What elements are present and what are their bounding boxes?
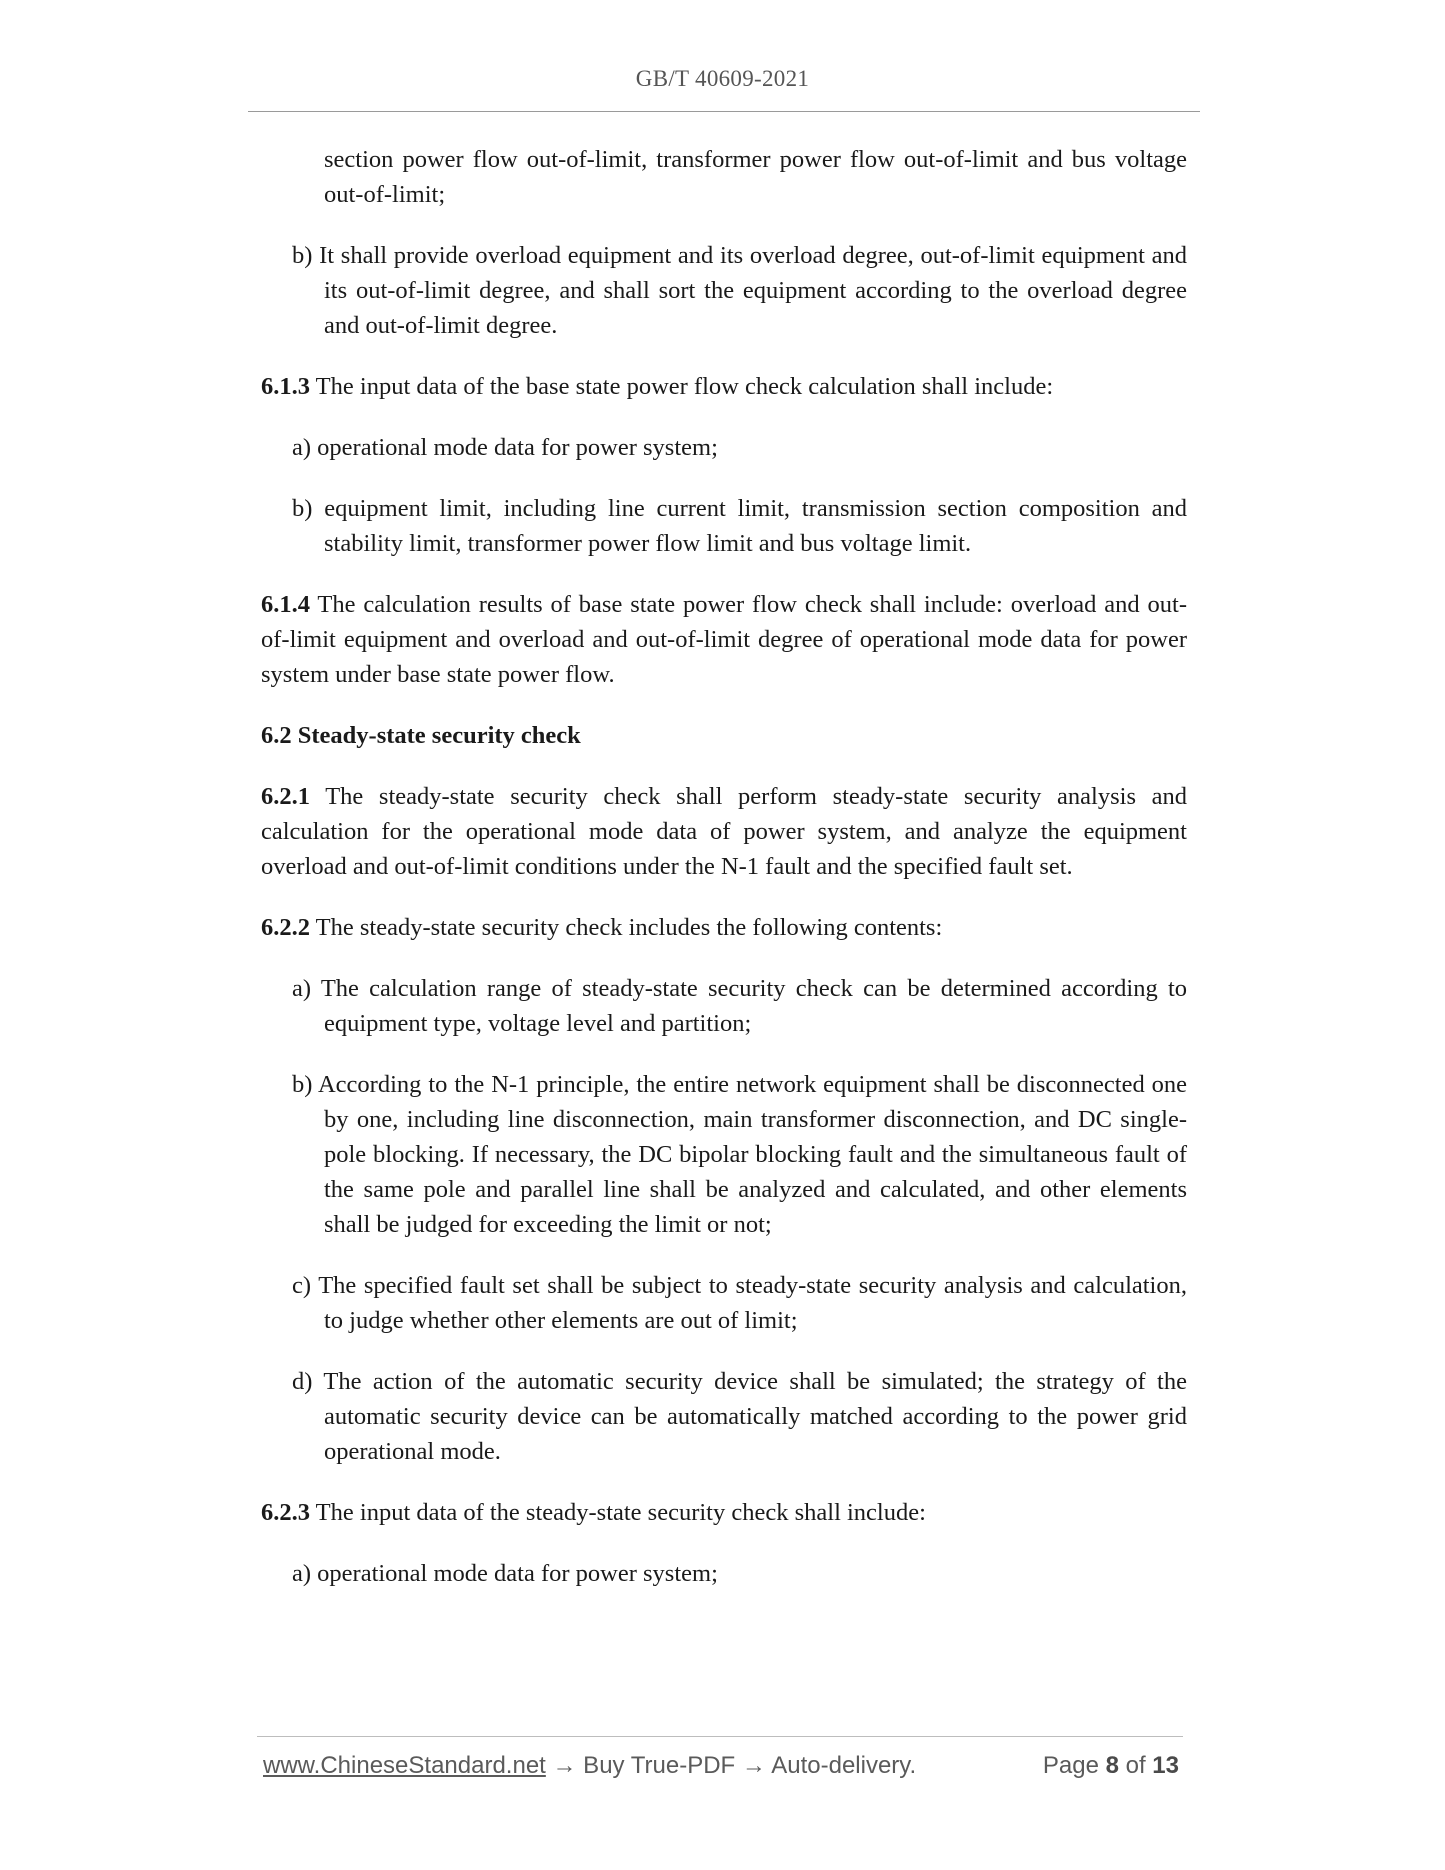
current-page-number: 8 [1105,1752,1119,1779]
clause-text: The input data of the steady-state security check shall include: [310,1499,926,1526]
section-heading-6-2: 6.2 Steady-state security check [261,722,581,749]
clause-6-2-2 [261,910,1187,945]
clause-number: 6.1.3 [261,373,310,400]
footer-divider [257,1736,1183,1737]
clause-text: The steady-state security check shall perform steady-state security analysis and calculation for the operational mode data of power system, and analyze the equipment overload and out-of-limit conditions under the N-1 fault and the specified fault set. [261,783,1187,880]
clause-number: 6.2.1 [261,783,310,810]
clause-number: 6.2.3 [261,1499,310,1526]
clause-6-1-4 [261,587,1187,692]
page-indicator [1043,1752,1179,1780]
page-label: Page [1042,1752,1106,1779]
clause-number: 6.1.4 [261,591,310,618]
list-item-d-automatic-device: d) The action of the automatic security device shall be simulated; the strategy of the automatic security device can be automatically matched according to the power grid operational mode. [292,1368,1187,1465]
list-item-b-n1-principle: b) According to the N-1 principle, the entire network equipment shall be disconnected one by one, including line disconnection, main transformer disconnection, and DC single-pole blocking. If necessary, the DC bipolar blocking fault and the simultaneous fault of the same pole and parallel line shall be analyzed and calculated, and other elements shall be judged for exceeding the limit or not; [292,1071,1187,1238]
clause-text: The steady-state security check includes the following contents: [310,914,943,941]
total-page-number: 13 [1152,1752,1179,1779]
clause-6-2-3 [261,1495,1187,1530]
page-of-label: of [1118,1752,1153,1779]
header-divider [248,111,1200,112]
website-link[interactable]: www.ChineseStandard.net [263,1752,546,1779]
list-item-b-overload: b) It shall provide overload equipment and its overload degree, out-of-limit equipment and its out-of-limit degree, and shall sort the equipment according to the overload degree and out-of-limit degree. [292,242,1187,339]
clause-number: 6.2.2 [261,914,310,941]
page-header-doc-id: GB/T 40609-2021 [635,66,810,91]
list-item-a-operational-mode-2: a) operational mode data for power system; [292,1560,718,1587]
clause-text: The input data of the base state power flow check calculation shall include: [310,373,1054,400]
clause-6-2-1 [261,779,1187,884]
list-item-a-operational-mode: a) operational mode data for power system; [292,434,718,461]
list-item-a-calculation-range: a) The calculation range of steady-state security check can be determined according to equipment type, voltage level and partition; [292,975,1187,1037]
clause-text: The calculation results of base state power flow check shall include: overload and out-of-limit equipment and overload and out-of-limit degree of operational mode data for power system under base state power flow. [261,591,1187,688]
footer-promo-text: → Buy True-PDF → Auto-delivery. [545,1752,917,1779]
list-item-c-fault-set: c) The specified fault set shall be subject to steady-state security analysis and calculation, to judge whether other elements are out of limit; [292,1272,1187,1334]
document-body [261,142,1187,1617]
footer-promo [263,1752,916,1780]
paragraph-continuation: section power flow out-of-limit, transformer power flow out-of-limit and bus voltage out-of-limit; [324,146,1187,208]
list-item-b-equipment-limit: b) equipment limit, including line current limit, transmission section composition and stability limit, transformer power flow limit and bus voltage limit. [292,495,1187,557]
clause-6-1-3 [261,369,1187,404]
